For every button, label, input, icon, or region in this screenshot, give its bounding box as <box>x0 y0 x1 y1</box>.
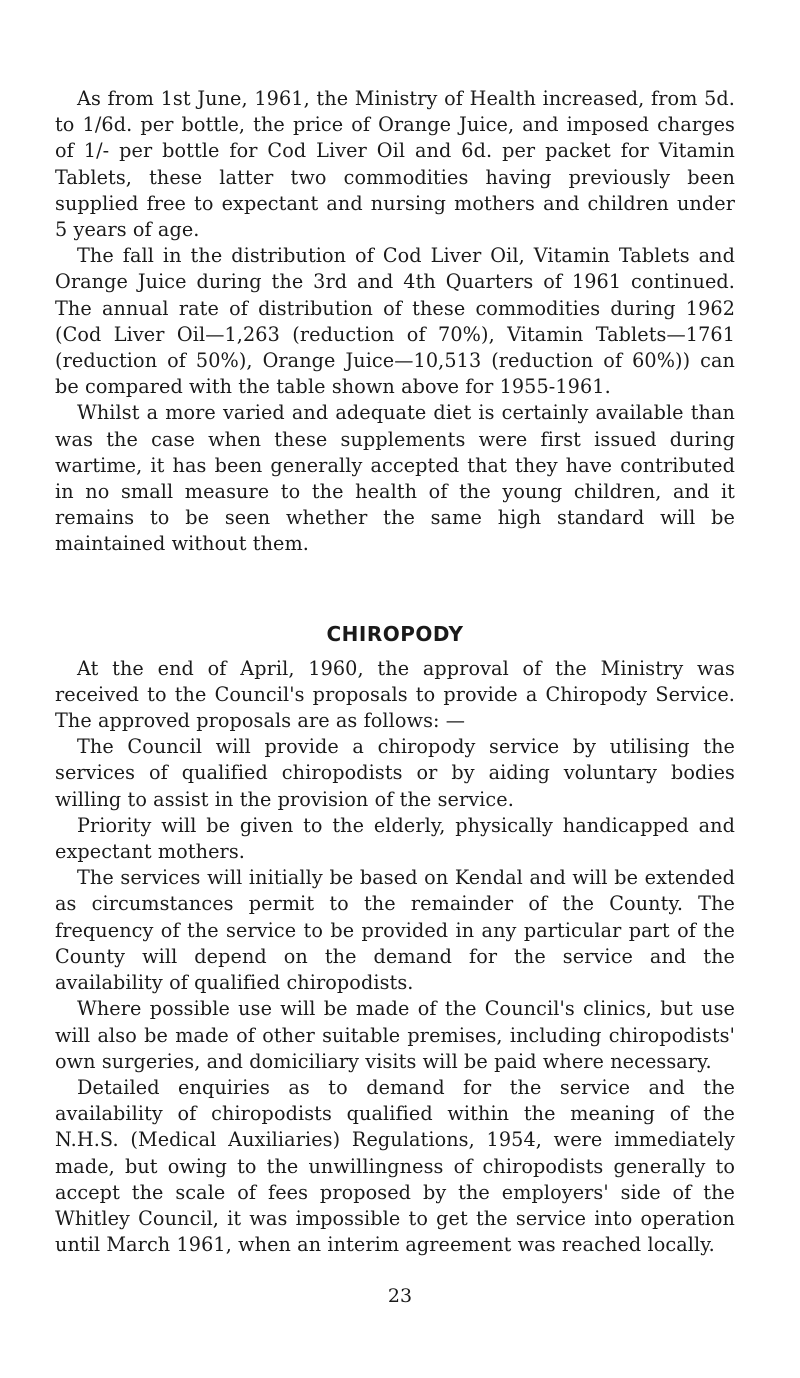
paragraph-varied-diet: Whilst a more varied and adequate diet is certainly available than was the case when these supplements were first issued during wartime, it has been generally accepted that they have contributed in no small measure to the health of the young children, and it remains to be seen whether the same high standard will be maintained without them. <box>55 401 735 556</box>
chiropody-heading: CHIROPODY <box>326 621 464 646</box>
paragraph-ministry-approval: At the end of April, 1960, the approval of the Ministry was received to the Council's proposals to provide a Chiropody Service. The approved proposals are as follows: — <box>55 656 735 733</box>
paragraph-service-provision: The Council will provide a chiropody service by utilising the services of qualified chiropodists or by aiding voluntary bodies willing to assist in the provision of the service. <box>55 735 735 811</box>
page-number: 23 <box>387 1285 413 1307</box>
document-page <box>55 86 735 1258</box>
paragraph-kendal-base: The services will initially be based on Kendal and will be extended as circumstances permit to the remainder of the County. The frequency of the service to be provided in any particular part of the County will depend on the demand for the service and the availability of qualified chiropodists. <box>55 866 735 995</box>
paragraph-premises: Where possible use will be made of the Council's clinics, but use will also be made of other suitable premises, including chiropodists' own surgeries, and domiciliary visits will be paid where necessary. <box>55 997 735 1073</box>
paragraph-priority: Priority will be given to the elderly, physically handicapped and expectant mothers. <box>55 813 735 864</box>
paragraph-orange-juice-charges: As from 1st June, 1961, the Ministry of Health increased, from 5d. to 1/6d. per bottle, the price of Orange Juice, and imposed charges of 1/- per bottle for Cod Liver Oil and 6d. per packet for Vitamin Tablets, these latter two commodities having previously been supplied free to expectant and nursing mothers and children under 5 years of age. <box>55 87 735 242</box>
paragraph-enquiries: Detailed enquiries as to demand for the service and the availability of chiropodists qualified within the meaning of the N.H.S. (Medical Auxiliaries) Regulations, 1954, were immediately made, but owing to the unwillingness of chiropodists generally to accept the scale of fees proposed by the employers' side of the Whitley Council, it was impossible to get the service into operation until March 1961, when an interim agreement was reached locally. <box>55 1075 735 1257</box>
paragraph-distribution-fall: The fall in the distribution of Cod Liver Oil, Vitamin Tablets and Orange Juice during the 3rd and 4th Quarters of 1961 continued. The annual rate of distribution of these commodities during 1962 (Cod Liver Oil—1,263 (reduction of 70%), Vitamin Tablets—1761 (reduction of 50%), Orange Juice—10,513 (reduction of 60%)) can be compared with the table shown above for 1955-1961. <box>55 244 735 399</box>
